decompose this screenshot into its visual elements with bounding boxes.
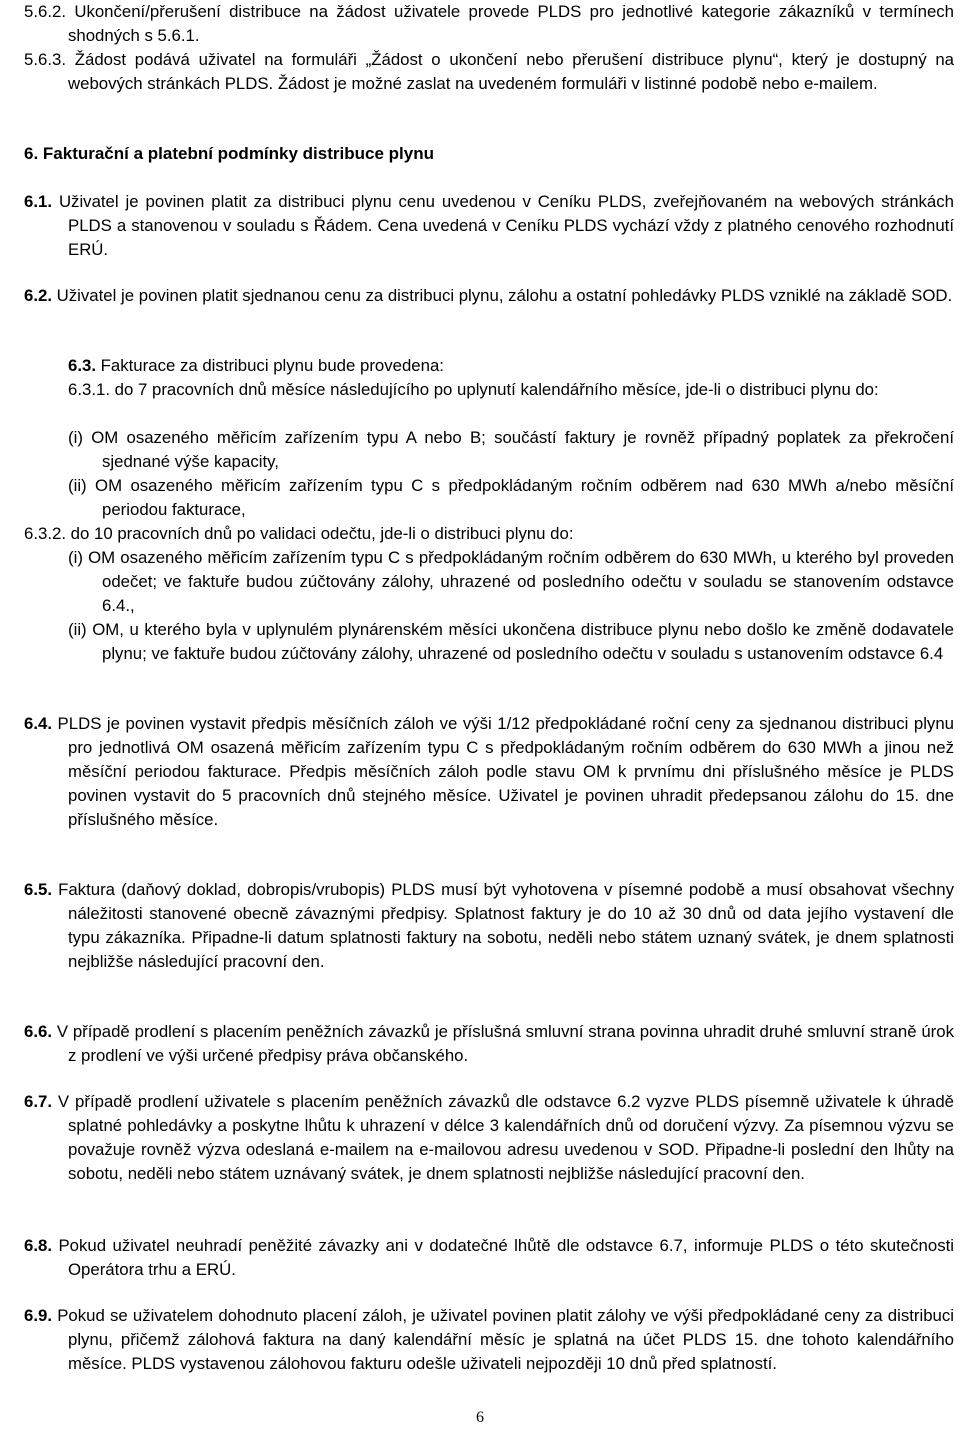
paragraph-text: Žádost podává uživatel na formuláři „Žádost o ukončení nebo přerušení distribuce plynu“, který je dostupný na webových stránkách PLDS. Žádost je možné zaslat na uvedeném formuláři v listinné podobě nebo e-mailem.	[68, 50, 954, 93]
paragraph-6-4	[24, 712, 954, 832]
paragraph-text: Faktura (daňový doklad, dobropis/vrubopis) PLDS musí být vyhotovena v písemné podobě a musí obsahovat všechny náležitosti stanovené obecně závaznými předpisy. Splatnost faktury je do 10 až 30 dnů od data jejího vystavení dle typu zákazníka. Připadne-li datum splatnosti faktury na sobotu, neděli nebo státem uznaný svátek, je dnem splatnosti nejbližše následující pracovní den.	[58, 880, 954, 971]
paragraph-number: 6.5.	[24, 880, 52, 899]
paragraph-6-6	[24, 1020, 954, 1068]
paragraph-5-6-2	[24, 0, 954, 48]
paragraph-6-2	[24, 284, 954, 308]
paragraph-number: 5.6.2.	[24, 2, 66, 21]
paragraph-text: Uživatel je povinen platit za distribuci plynu cenu uvedenou v Ceníku PLDS, zveřejňovaném na webových stránkách PLDS a stanovenou v souladu s Řádem. Cena uvedená v Ceníku PLDS vychází vždy z platného cenového rozhodnutí ERÚ.	[58, 192, 954, 259]
item-number: (ii)	[68, 476, 87, 495]
paragraph-6-3-2	[24, 522, 954, 546]
paragraph-number: 6.2.	[24, 286, 52, 305]
paragraph-6-7	[24, 1090, 954, 1186]
paragraph-number: 6.3.1.	[68, 380, 110, 399]
paragraph-text: V případě prodlení s placením peněžních závazků je příslušná smluvní strana povinna uhradit druhé smluvní straně úrok z prodlení ve výši určené předpisy práva občanského.	[56, 1022, 954, 1065]
paragraph-text: Pokud se uživatelem dohodnuto placení záloh, je uživatel povinen platit zálohy ve výši předpokládané ceny za distribuci plynu, přičemž zálohová faktura na daný kalendářní měsíc je splatná na účet PLDS 15. dne tohoto kalendářního měsíce. PLDS vystavenou zálohovou fakturu odešle uživateli nejpozději 10 dnů před splatností.	[57, 1306, 954, 1373]
paragraph-6-3-1	[68, 378, 954, 402]
paragraph-5-6-3	[24, 48, 954, 96]
paragraph-number: 6.8.	[24, 1236, 52, 1255]
paragraph-text: do 7 pracovních dnů měsíce následujícího po uplynutí kalendářního měsíce, jde-li o distribuci plynu do:	[114, 380, 879, 399]
item-text: OM osazeného měřicím zařízením typu C s předpokládaným ročním odběrem do 630 MWh, u kterého byl proveden odečet; ve faktuře budou zúčtovány zálohy, uhrazené od posledního odečtu v souladu se stanovením odstavce 6.4.,	[88, 548, 954, 615]
paragraph-6-5	[24, 878, 954, 974]
paragraph-6-1	[24, 190, 954, 262]
section-heading-6: 6. Fakturační a platební podmínky distribuce plynu	[24, 144, 434, 163]
paragraph-6-3	[68, 354, 954, 378]
paragraph-number: 6.1.	[24, 192, 52, 211]
item-number: (ii)	[68, 620, 87, 639]
paragraph-number: 6.6.	[24, 1022, 52, 1041]
item-text: OM osazeného měřicím zařízením typu C s předpokládaným ročním odběrem nad 630 MWh a/nebo měsíční periodou fakturace,	[95, 476, 954, 519]
paragraph-text: Pokud uživatel neuhradí peněžité závazky ani v dodatečné lhůtě dle odstavce 6.7, informuje PLDS o této skutečnosti Operátora trhu a ERÚ.	[58, 1236, 954, 1279]
paragraph-text: Uživatel je povinen platit sjednanou cenu za distribuci plynu, zálohu a ostatní pohledávky PLDS vzniklé na základě SOD.	[56, 286, 953, 305]
item-number: (i)	[68, 548, 83, 567]
paragraph-number: 6.4.	[24, 714, 52, 733]
item-6-3-1-i	[68, 426, 954, 474]
page-number: 6	[476, 1409, 484, 1426]
item-6-3-2-i	[68, 546, 954, 618]
paragraph-text: PLDS je povinen vystavit předpis měsíčních záloh ve výši 1/12 předpokládané roční ceny za sjednanou distribuci plynu pro jednotlivá OM osazená měřicím zařízením typu C s předpokládaným ročním odběrem do 630 MWh a jinou než měsíční periodou fakturace. Předpis měsíčních záloh podle stavu OM k prvnímu dni příslušného měsíce je PLDS povinen vystavit do 5 pracovních dnů stejného měsíce. Uživatel je povinen uhradit předepsanou zálohu do 15. dne příslušného měsíce.	[57, 714, 954, 829]
paragraph-number: 5.6.3.	[24, 50, 66, 69]
item-text: OM osazeného měřicím zařízením typu A nebo B; součástí faktury je rovněž případný poplatek za překročení sjednané výše kapacity,	[91, 428, 955, 471]
paragraph-number: 6.3.	[68, 356, 96, 375]
item-6-3-2-ii	[68, 618, 954, 666]
paragraph-number: 6.9.	[24, 1306, 52, 1325]
paragraph-6-8	[24, 1234, 954, 1282]
paragraph-number: 6.3.2.	[24, 524, 66, 543]
paragraph-text: Fakturace za distribuci plynu bude provedena:	[100, 356, 444, 375]
paragraph-text: Ukončení/přerušení distribuce na žádost uživatele provede PLDS pro jednotlivé kategorie zákazníků v termínech shodných s 5.6.1.	[68, 2, 954, 45]
item-text: OM, u kterého byla v uplynulém plynárenském měsíci ukončena distribuce plynu nebo došlo ke změně dodavatele plynu; ve faktuře budou zúčtovány zálohy, uhrazené od posledního odečtu v souladu s ustanovením odstavce 6.4	[92, 620, 954, 663]
paragraph-text: do 10 pracovních dnů po validaci odečtu, jde-li o distribuci plynu do:	[70, 524, 574, 543]
paragraph-6-9	[24, 1304, 954, 1376]
item-number: (i)	[68, 428, 83, 447]
paragraph-number: 6.7.	[24, 1092, 52, 1111]
item-6-3-1-ii	[68, 474, 954, 522]
paragraph-text: V případě prodlení uživatele s placením peněžních závazků dle odstavce 6.2 vyzve PLDS písemně uživatele k úhradě splatné pohledávky a poskytne lhůtu k uhrazení v délce 3 kalendářních dnů od doručení výzvy. Za písemnou výzvu se považuje rovněž výzva odeslaná e-mailem na e-mailovou adresu uvedenou v SOD. Připadne-li poslední den lhůty na sobotu, neděli nebo státem uznávaný svátek, je dnem splatnosti nejbližše následující pracovní den.	[57, 1092, 954, 1183]
